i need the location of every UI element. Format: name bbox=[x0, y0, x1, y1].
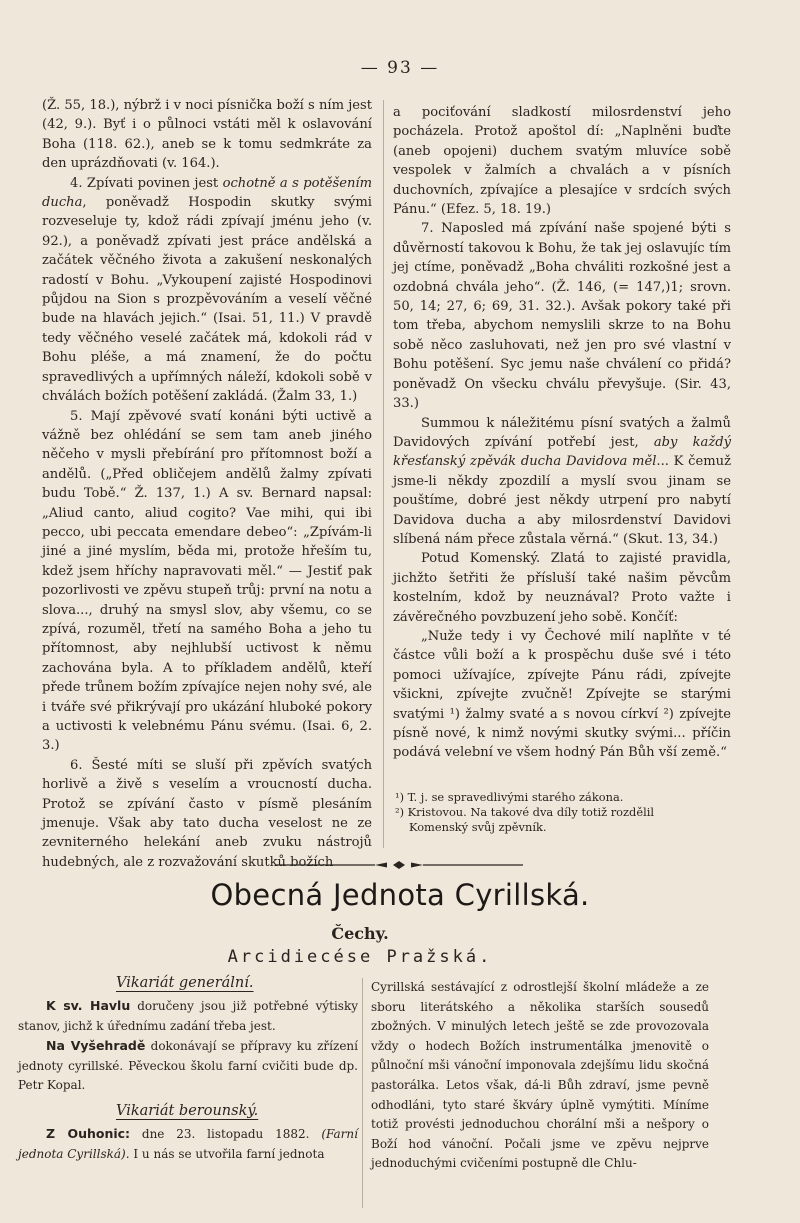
entry-text: doručeny jsou již potřebné výtisky stanov, jichž k úřednímu zadání třeba jest. bbox=[18, 999, 359, 1033]
news-entry bbox=[18, 1036, 358, 1096]
vicariate-heading: Vikariát generální. bbox=[116, 975, 254, 991]
emphasis: aby každý křesťanský zpěvák ducha Davidova měl bbox=[393, 434, 732, 470]
entry-place: K sv. Havlu bbox=[46, 998, 131, 1013]
region-heading: Čechy. bbox=[331, 924, 389, 943]
news-column-right bbox=[371, 978, 709, 1174]
news-entry bbox=[18, 996, 358, 1036]
article-column-left bbox=[42, 96, 372, 872]
paragraph: „Nuže tedy i vy Čechové milí naplňte v té částce vůli boží a k prospěchu duše své i této pomoci užívajíce, zpívejte Pánu rádi, zpívejte všickni, zpívejte zvučně! Zpívejte se starými svatými ¹) žalmy svaté a s novou církví ²) zpívejte písně nové, k nimž novými skutky svými... příčin podává velební ve všem hodný Pán Bůh vší země.“ bbox=[393, 628, 731, 761]
section-title: Obecná Jednota Cyrillská. bbox=[210, 878, 590, 912]
paragraph: 7. Naposled má zpívání naše spojené býti s důvěrností takovou k Bohu, že tak jej oslavujíc tím jej ctíme, poněvadž „Boha chváliti rozkošné jest a ozdobná chvála jeho“. (Ž. 146, (= 147,)1; srovn. 50, 14; 27, 6; 69, 31. 32.). Avšak pokory také při tom třeba, abychom nemyslili skrze to na Bohu sobě něco zasluhovati, než jen pro své vlastní v Bohu potěšení. Syc jemu naše chválení co přidá? poněvadž On všecku chválu převyšuje. (Sir. 43, 33.) bbox=[393, 221, 731, 412]
news-entry bbox=[18, 1124, 358, 1164]
entry-place: Z Ouhonic: bbox=[46, 1125, 131, 1141]
footnotes bbox=[395, 790, 731, 835]
paragraph: 5. Mají zpěvové svatí konáni býti uctivě a vážně bez ohlédání se sem tam aneb jiného něčeho v mysli přebírání pro přítomnost boží a andělů. („Před obličejem andělů žalmy zpívati budu Tobě.“ Ž. 137, 1.) A sv. Bernard napsal: „Aliud canto, aliud cogito? Vae mihi, qui ibi pecco, ubi peccata emendare debeo“: „Zpívám-li jiné a jiné myslím, běda mi, protože hřeším tu, kdež jsem hříchy napravovati měl.“ — Jestiť pak pozorlivosti ve zpěvu stupeň trůj: první na notu a slova..., druhý na smysl slov, aby všemu, co se zpívá, rozuměl, třetí na samého Boha a jeho tu přítomnost, aby nejhlubší uctivost k němu zachována byla. A to příkladem andělů, kteří přede trůnem božím zpívajíce nejen nohy své, ale i tváře své přikrývají pro ukázání hluboké pokory a uctivosti k velebnému Pánu svému. (Isai. 6, 2. 3.) bbox=[42, 408, 372, 754]
entry-text: I u nás se utvořila farní jednota bbox=[129, 1146, 325, 1161]
entry-place: Na Vyšehradě bbox=[46, 1038, 146, 1054]
vicariate-heading: Vikariát berounský. bbox=[116, 1102, 259, 1119]
article-column-right bbox=[393, 103, 731, 763]
page-number: — 93 — bbox=[360, 58, 440, 78]
ornamental-divider bbox=[275, 860, 523, 870]
paragraph: 4. Zpívati povinen jest ochotně a s potěšením ducha, poněvadž Hospodin skutky svými rozveseluje ty, kdož rádi zpívají jménu jeho (v. 92.), a poněvadž zpívati jest práce andělská a začátek věčného života a zakušení neskonalých radostí v Bohu. „Vykoupení zajisté Hospodinovi půjdou na Sion s prozpěvováním a veselí věčné bude na hlavách jejich.“ (Isai. 51, 11.) V pravdě tedy věčného veselé začátek má, kdokoli rád v Bohu pléše, a má znamení, že do počtu spravedlivých a upřímných náleží, kdokoli sobě v chválách božích potěšení zakládá. (Žalm 33, 1.) bbox=[42, 175, 372, 405]
entry-text: dne 23. listopadu 1882. bbox=[130, 1126, 322, 1141]
footnote: Komenský svůj zpěvník. bbox=[409, 820, 547, 834]
emphasis: ochotně a s potěšením ducha bbox=[42, 175, 372, 211]
column-divider-top bbox=[383, 100, 384, 848]
paragraph: Potud Komenský. Zlatá to zajisté pravidla, jichžto šetřiti že přísluší také našim pěvcům kostelním, kdož by neuznával? Proto važte i závěrečného povzbuzení jeho sobě. Končíť: bbox=[393, 551, 731, 625]
entry-italic: (Farní jednota Cyrillská). bbox=[18, 1126, 358, 1161]
footnote: ²) Kristovou. Na takové dva díly totiž rozdělil bbox=[395, 805, 654, 819]
column-divider-bottom bbox=[362, 978, 363, 1208]
footnote: ¹) T. j. se spravedlivými starého zákona. bbox=[395, 790, 624, 804]
entry-text: dokonávají se přípravy ku zřízení jednoty cyrillské. Pěveckou školu farní cvičiti bude dp. Petr Kopal. bbox=[18, 1039, 358, 1093]
paragraph: 6. Šesté míti se sluší při zpěvích svatých horlivě a živě s veselím a vroucností ducha. Protož se zpívání často v písmě plesáním jmenuje. Však aby tato ducha veselost ne ze zevniterného helekání aneb zvuku nástrojů hudebných, ale z rozvažování skutků božích bbox=[42, 757, 372, 870]
paragraph: (Ž. 55, 18.), nýbrž i v noci písnička boží s ním jest (42, 9.). Byť i o půlnoci vstáti měl k oslavování Boha (118. 62.), aneb se k tomu sedmkráte za den uprázdňovati (v. 164.). bbox=[42, 98, 372, 172]
news-column-left bbox=[18, 970, 358, 1164]
paragraph: a pociťování sladkostí milosrdenství jeho pocházela. Protož apoštol dí: „Naplněni buďte (aneb opojeni) duchem svatým mluvíce sobě vespolek v žalmích a chvalách a v písních duchovních, zpívajíce a plesajíce v srdcích svých Pánu.“ (Efez. 5, 18. 19.) bbox=[393, 105, 731, 218]
news-entry-continued: Cyrillská sestávající z odrostlejší školní mládeže a ze sboru literátského a několika starších sousedů zbožných. V minulých letech ještě se zde provozovala vždy o hodech Božích instrumentálka jmenovitě o půlnoční mši vánoční imponovala zdejšímu lidu skočná pastorálka. Letos však, dá-li Bůh zdraví, jsme pevně odhodláni, tyto staré škváry úplně vymýtiti. Míníme totiž provésti jednoduchou chorální mši a nešpory o Boží hod vánoční. Počali jsme ve zpěvu nejprve jednoduchými cvičeními postupně dle Chlu- bbox=[371, 980, 709, 1171]
paragraph: Summou k náležitému písní svatých a žalmů Davidových zpívání potřebí jest, aby každý křesťanský zpěvák ducha Davidova měl... K čemuž jsme-li někdy zpozdilí a myslí svou jinam se pouštíme, dobré jest někdy utrpení pro nabytí Davidova ducha a aby milosrdenství Davidovi slíbená nám přece zůstala věrná.“ (Skut. 13, 34.) bbox=[393, 415, 732, 547]
diocese-heading: Arcidiecése Pražská. bbox=[227, 947, 493, 967]
